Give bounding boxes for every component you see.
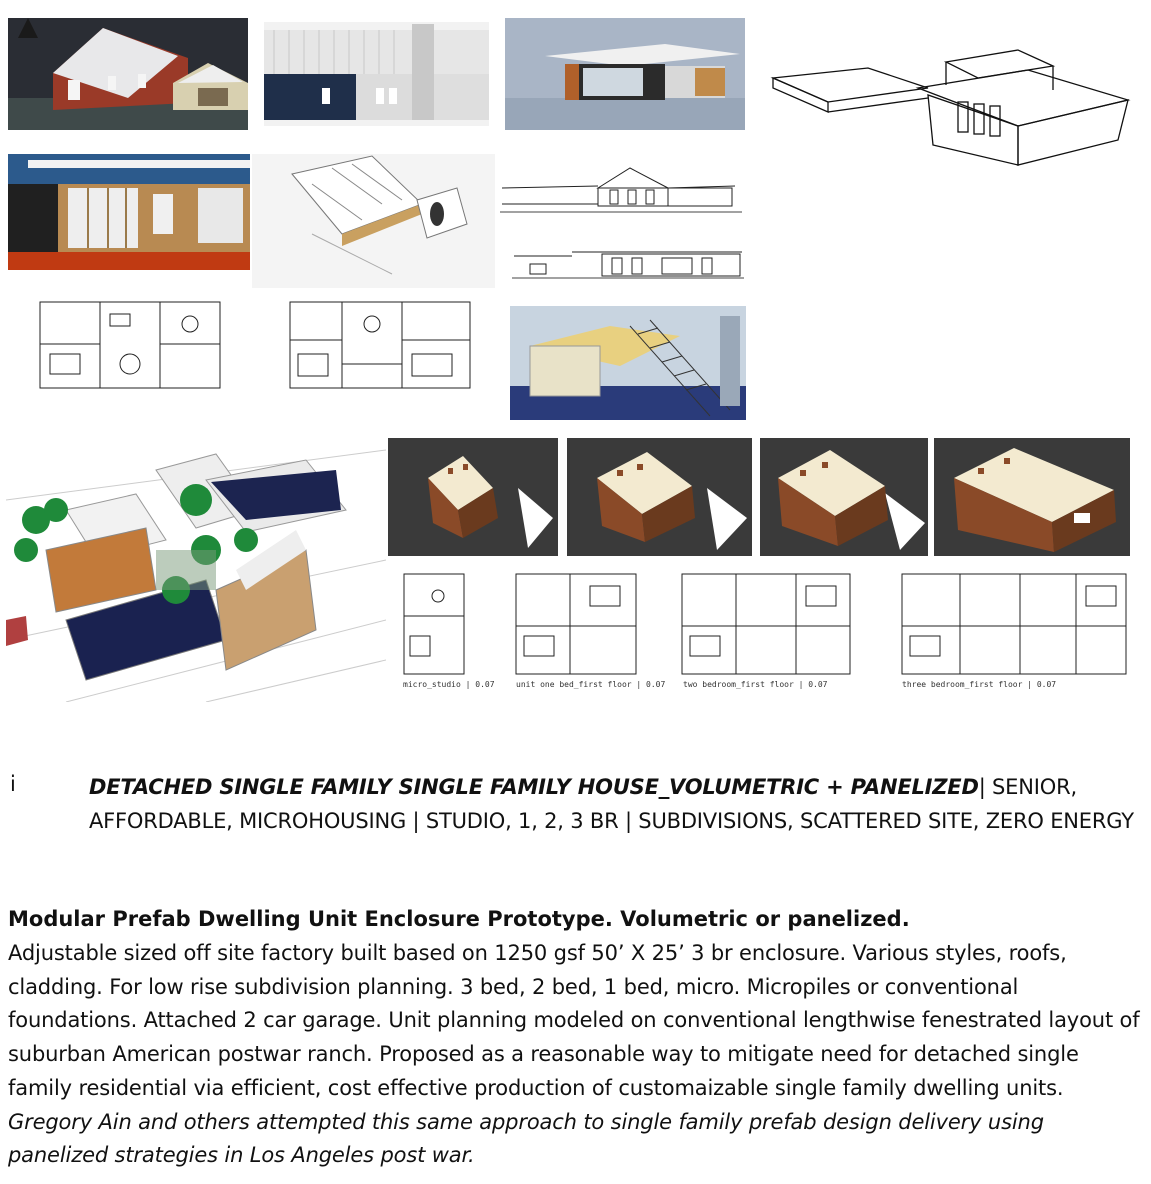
elevation-drawing-1 bbox=[500, 160, 742, 220]
plan-label-one-bed: unit one bed_first floor | 0.07 bbox=[516, 680, 666, 689]
massing-model-1 bbox=[388, 438, 558, 556]
header-emphasis: DETACHED SINGLE FAMILY SINGLE FAMILY HOUSE_VOLUMETRIC + PANELIZED bbox=[89, 775, 979, 799]
rendering-facade-board bbox=[264, 22, 489, 126]
unit-plan-two-bed bbox=[676, 566, 856, 696]
massing-model-3 bbox=[760, 438, 928, 556]
unit-plan-three-bed bbox=[896, 566, 1132, 696]
description-italic: Gregory Ain and others attempted this same approach to single family prefab design delivery using panelized strategies in Los Angeles post war. bbox=[8, 1109, 1044, 1168]
axon-plan-cutaway bbox=[252, 154, 495, 288]
rendering-section-cut bbox=[505, 18, 745, 130]
interior-rendering-stair bbox=[510, 306, 746, 420]
massing-model-4 bbox=[934, 438, 1130, 556]
axon-line-drawing bbox=[768, 40, 1138, 170]
massing-model-2 bbox=[567, 438, 752, 556]
description-title: Modular Prefab Dwelling Unit Enclosure Prototype. Volumetric or panelized. bbox=[8, 907, 910, 931]
floor-plan-2 bbox=[262, 294, 502, 424]
section-index: i bbox=[10, 772, 16, 796]
rendering-house-garage bbox=[8, 18, 248, 130]
plan-label-two-bed: two bedroom_first floor | 0.07 bbox=[683, 680, 828, 689]
floor-plan-1 bbox=[10, 294, 250, 424]
description-body bbox=[8, 937, 1146, 1173]
unit-plan-studio bbox=[398, 566, 498, 696]
header-rest: | SENIOR, AFFORDABLE, MICROHOUSING | STUDIO, 1, 2, 3 BR | SUBDIVISIONS, SCATTERED SITE, ZERO ENERGY bbox=[89, 775, 1134, 833]
plan-label-studio: micro_studio | 0.07 bbox=[403, 680, 495, 689]
plan-label-three-bed: three bedroom_first floor | 0.07 bbox=[902, 680, 1057, 689]
section-header bbox=[89, 770, 1139, 838]
elevation-drawing-2 bbox=[512, 238, 744, 284]
rendering-flat-roof-elevation bbox=[8, 154, 250, 270]
description-body-text: Adjustable sized off site factory built based on 1250 gsf 50’ X 25’ 3 br enclosure. Various styles, roofs, cladding. For low rise subdivision planning. 3 bed, 2 bed, 1 bed, micro. Micropiles or conventional foundations. Attached 2 car garage. Unit planning modeled on conventional lengthwise fenestrated layout of suburban American postwar ranch. Proposed as a reasonable way to mitigate need for detached single family residential via efficient, cost effective production of customaizable single family dwelling units. bbox=[8, 941, 1140, 1100]
unit-plan-one-bed bbox=[510, 566, 660, 696]
site-plan-aerial bbox=[6, 440, 386, 702]
